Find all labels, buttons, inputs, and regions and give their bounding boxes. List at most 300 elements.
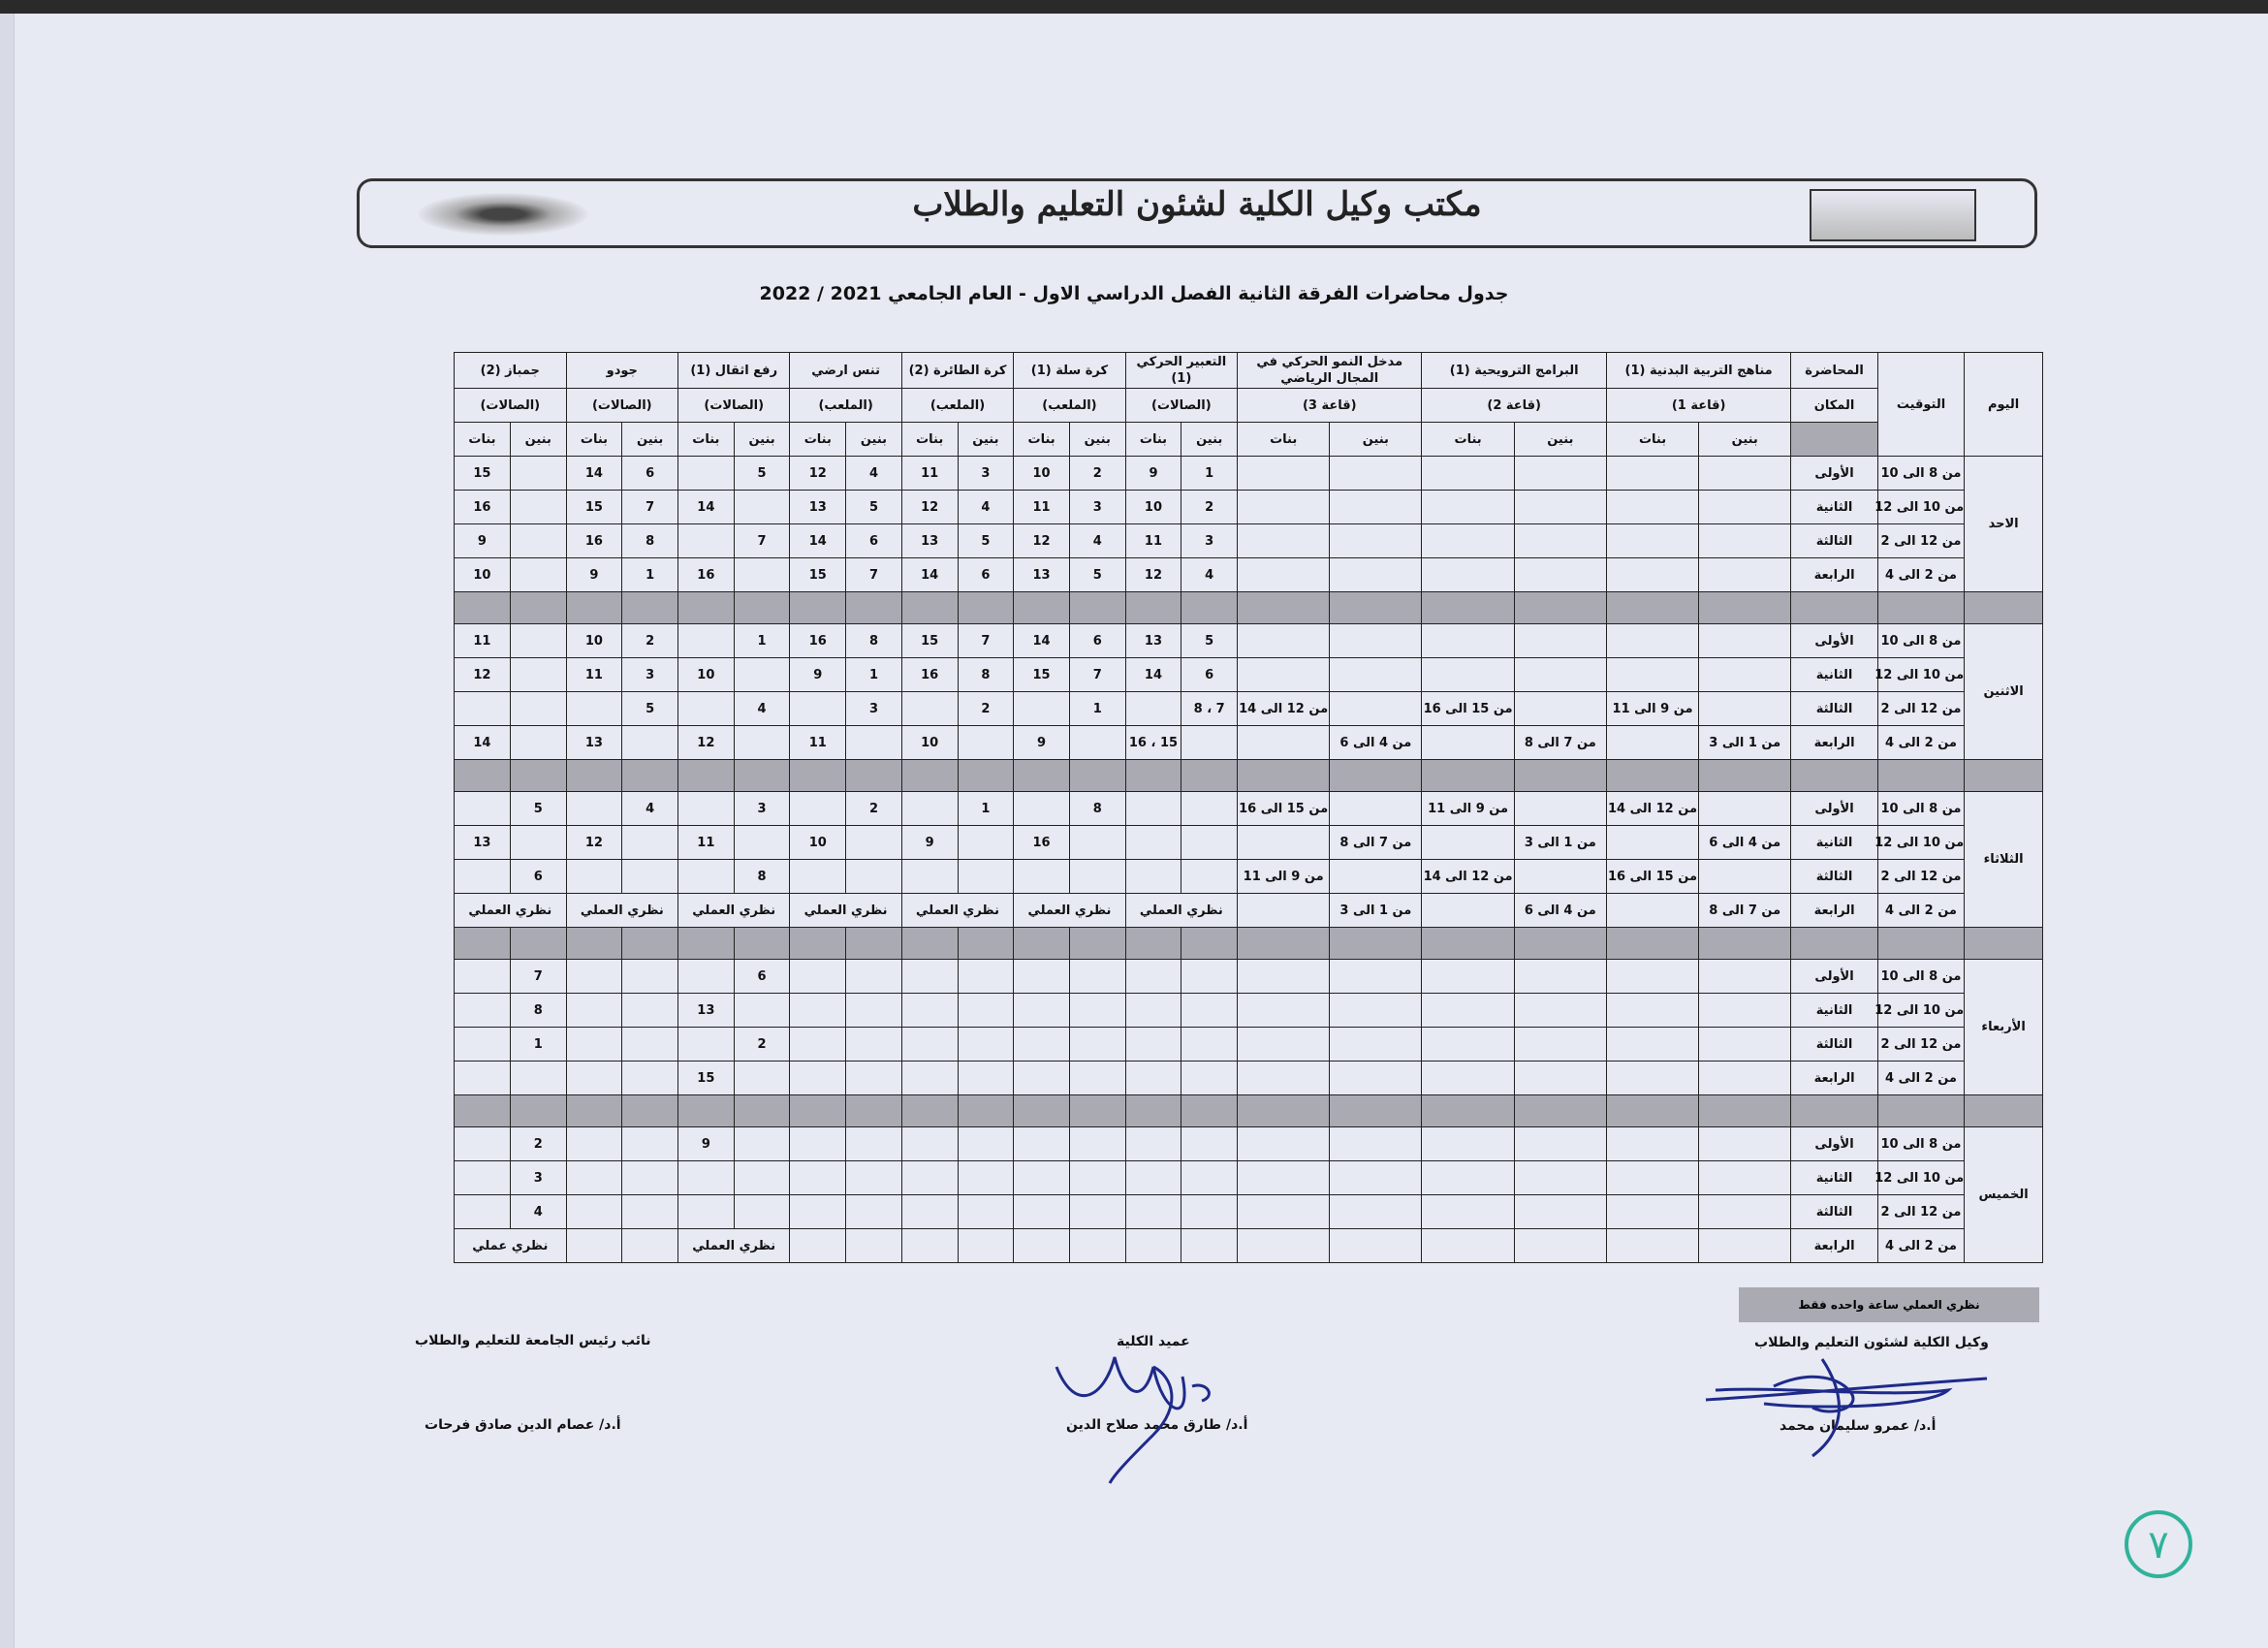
separator-cell bbox=[958, 592, 1014, 624]
schedule-cell bbox=[1238, 994, 1330, 1028]
schedule-cell: 15 bbox=[901, 624, 958, 658]
schedule-cell bbox=[901, 994, 958, 1028]
separator-cell bbox=[1014, 592, 1070, 624]
boys-header: بنين bbox=[1330, 423, 1422, 457]
schedule-cell: 8 bbox=[510, 994, 566, 1028]
schedule-cell: 11 bbox=[678, 826, 735, 860]
schedule-cell bbox=[1069, 1062, 1125, 1095]
schedule-cell bbox=[734, 1161, 790, 1195]
period-label: الثانية bbox=[1791, 1161, 1877, 1195]
schedule-cell: 12 bbox=[566, 826, 622, 860]
separator-cell bbox=[1125, 592, 1181, 624]
schedule-cell bbox=[1514, 1195, 1606, 1229]
schedule-cell: 9 bbox=[1014, 726, 1070, 760]
schedule-cell bbox=[510, 558, 566, 592]
place-header: المكان bbox=[1791, 389, 1877, 423]
schedule-cell bbox=[1514, 1062, 1606, 1095]
schedule-cell: 14 bbox=[790, 524, 846, 558]
schedule-cell: 5 bbox=[1181, 624, 1238, 658]
table-row bbox=[455, 726, 2043, 760]
schedule-cell: 7 ، 8 bbox=[1181, 692, 1238, 726]
schedule-cell bbox=[958, 826, 1014, 860]
time-slot: من 8 الى 10 bbox=[1877, 624, 1964, 658]
separator-cell bbox=[1606, 760, 1698, 792]
course-name: جمباز (2) bbox=[455, 353, 567, 389]
schedule-cell: 14 bbox=[678, 491, 735, 524]
girls-header: بنات bbox=[566, 423, 622, 457]
schedule-cell bbox=[1606, 1062, 1698, 1095]
schedule-cell bbox=[1514, 1161, 1606, 1195]
period-label: الرابعة bbox=[1791, 1229, 1877, 1263]
schedule-cell bbox=[846, 994, 902, 1028]
day-name: الاحد bbox=[1965, 457, 2043, 592]
schedule-cell: 3 bbox=[1181, 524, 1238, 558]
schedule-cell bbox=[510, 692, 566, 726]
schedule-cell bbox=[566, 1195, 622, 1229]
schedule-cell bbox=[790, 1195, 846, 1229]
schedule-cell bbox=[622, 994, 678, 1028]
schedule-cell bbox=[1069, 1161, 1125, 1195]
time-slot: من 12 الى 2 bbox=[1877, 524, 1964, 558]
table-row bbox=[455, 524, 2043, 558]
schedule-cell: 9 bbox=[678, 1127, 735, 1161]
vp-name: أ.د/ عصام الدين صادق فرحات bbox=[425, 1417, 621, 1433]
separator-cell bbox=[1125, 928, 1181, 960]
schedule-cell: 5 bbox=[846, 491, 902, 524]
separator-cell bbox=[1238, 592, 1330, 624]
separator-cell bbox=[1422, 760, 1514, 792]
schedule-cell bbox=[510, 726, 566, 760]
girls-header: بنات bbox=[455, 423, 511, 457]
period-label: الرابعة bbox=[1791, 558, 1877, 592]
schedule-cell: 16 bbox=[455, 491, 511, 524]
schedule-title: جدول محاضرات الفرقة الثانية الفصل الدراسي الاول - العام الجامعي 2021 / 2022 bbox=[759, 283, 1509, 304]
separator-cell bbox=[678, 760, 735, 792]
separator-cell bbox=[678, 1095, 735, 1127]
schedule-cell bbox=[1606, 894, 1698, 928]
schedule-cell bbox=[1330, 1127, 1422, 1161]
schedule-cell bbox=[958, 726, 1014, 760]
schedule-cell: 4 bbox=[622, 792, 678, 826]
period-label: الثانية bbox=[1791, 658, 1877, 692]
schedule-cell bbox=[1014, 692, 1070, 726]
schedule-cell: 10 bbox=[566, 624, 622, 658]
schedule-cell bbox=[1181, 1161, 1238, 1195]
schedule-cell: 11 bbox=[566, 658, 622, 692]
separator-cell bbox=[622, 760, 678, 792]
schedule-cell bbox=[1699, 994, 1791, 1028]
schedule-cell bbox=[1514, 658, 1606, 692]
separator-cell bbox=[455, 592, 511, 624]
schedule-cell bbox=[901, 692, 958, 726]
schedule-cell: 1 bbox=[1181, 457, 1238, 491]
schedule-cell bbox=[622, 726, 678, 760]
course-name: تنس ارضي bbox=[790, 353, 901, 389]
day-header: اليوم bbox=[1965, 353, 2043, 457]
schedule-cell: 15 bbox=[566, 491, 622, 524]
separator-cell bbox=[1877, 760, 1964, 792]
schedule-cell bbox=[1422, 624, 1514, 658]
schedule-cell bbox=[678, 1195, 735, 1229]
girls-header: بنات bbox=[1014, 423, 1070, 457]
schedule-cell bbox=[455, 860, 511, 894]
schedule-cell bbox=[734, 491, 790, 524]
schedule-cell: 6 bbox=[1069, 624, 1125, 658]
schedule-cell: نظري العملي bbox=[1014, 894, 1125, 928]
schedule-cell: 9 bbox=[455, 524, 511, 558]
separator-cell bbox=[1069, 1095, 1125, 1127]
schedule-cell: من 4 الى 6 bbox=[1514, 894, 1606, 928]
schedule-cell bbox=[1422, 558, 1514, 592]
schedule-cell bbox=[734, 558, 790, 592]
course-name: رفع اثقال (1) bbox=[678, 353, 790, 389]
table-row bbox=[455, 792, 2043, 826]
separator-cell bbox=[455, 760, 511, 792]
separator-cell bbox=[1791, 1095, 1877, 1127]
schedule-cell: من 15 الى 16 bbox=[1238, 792, 1330, 826]
schedule-cell bbox=[1125, 1229, 1181, 1263]
schedule-cell bbox=[1606, 491, 1698, 524]
period-label: الأولى bbox=[1791, 457, 1877, 491]
schedule-cell bbox=[678, 692, 735, 726]
schedule-cell bbox=[846, 960, 902, 994]
schedule-cell bbox=[901, 1161, 958, 1195]
schedule-cell bbox=[958, 1161, 1014, 1195]
schedule-cell: 6 bbox=[958, 558, 1014, 592]
period-label: الأولى bbox=[1791, 1127, 1877, 1161]
schedule-cell: 12 bbox=[790, 457, 846, 491]
schedule-cell bbox=[622, 1028, 678, 1062]
schedule-cell bbox=[1699, 457, 1791, 491]
schedule-cell bbox=[1606, 826, 1698, 860]
separator-cell bbox=[566, 592, 622, 624]
schedule-cell: 15 ، 16 bbox=[1125, 726, 1181, 760]
schedule-cell bbox=[958, 1028, 1014, 1062]
schedule-cell bbox=[1181, 1229, 1238, 1263]
schedule-cell bbox=[734, 658, 790, 692]
schedule-cell bbox=[1330, 624, 1422, 658]
schedule-cell bbox=[734, 1195, 790, 1229]
schedule-cell: 7 bbox=[734, 524, 790, 558]
separator-cell bbox=[1238, 1095, 1330, 1127]
schedule-cell bbox=[1514, 692, 1606, 726]
separator-cell bbox=[734, 928, 790, 960]
schedule-cell bbox=[790, 994, 846, 1028]
schedule-cell: 11 bbox=[790, 726, 846, 760]
schedule-cell bbox=[1069, 1229, 1125, 1263]
schedule-cell bbox=[1181, 994, 1238, 1028]
schedule-cell: 8 bbox=[846, 624, 902, 658]
schedule-cell: 16 bbox=[566, 524, 622, 558]
separator-cell bbox=[1965, 760, 2043, 792]
separator-cell bbox=[734, 1095, 790, 1127]
schedule-cell bbox=[678, 624, 735, 658]
schedule-cell: 16 bbox=[678, 558, 735, 592]
time-slot: من 12 الى 2 bbox=[1877, 1028, 1964, 1062]
period-label: الثالثة bbox=[1791, 692, 1877, 726]
boys-header: بنين bbox=[1069, 423, 1125, 457]
schedule-cell: 2 bbox=[510, 1127, 566, 1161]
schedule-cell bbox=[1014, 792, 1070, 826]
course-place: (قاعة 2) bbox=[1422, 389, 1606, 423]
table-row bbox=[455, 1127, 2043, 1161]
schedule-cell bbox=[622, 1161, 678, 1195]
schedule-cell: 14 bbox=[1125, 658, 1181, 692]
office-title: مكتب وكيل الكلية لشئون التعليم والطلاب bbox=[912, 185, 1482, 224]
schedule-cell bbox=[901, 1062, 958, 1095]
schedule-cell: 5 bbox=[622, 692, 678, 726]
table-row bbox=[455, 860, 2043, 894]
schedule-cell: 2 bbox=[1069, 457, 1125, 491]
separator-cell bbox=[1330, 760, 1422, 792]
period-label: الرابعة bbox=[1791, 1062, 1877, 1095]
letterhead bbox=[357, 178, 2037, 248]
schedule-cell: 4 bbox=[734, 692, 790, 726]
schedule-cell bbox=[1014, 860, 1070, 894]
schedule-cell bbox=[1330, 658, 1422, 692]
schedule-cell bbox=[566, 1028, 622, 1062]
separator-cell bbox=[510, 592, 566, 624]
period-label: الثالثة bbox=[1791, 1195, 1877, 1229]
table-row bbox=[455, 1195, 2043, 1229]
separator-cell bbox=[1699, 592, 1791, 624]
schedule-cell: 10 bbox=[678, 658, 735, 692]
schedule-cell: 4 bbox=[510, 1195, 566, 1229]
time-slot: من 2 الى 4 bbox=[1877, 726, 1964, 760]
time-slot: من 8 الى 10 bbox=[1877, 792, 1964, 826]
time-slot: من 10 الى 12 bbox=[1877, 658, 1964, 692]
schedule-cell: 16 bbox=[790, 624, 846, 658]
separator-cell bbox=[1877, 592, 1964, 624]
schedule-cell bbox=[1181, 960, 1238, 994]
girls-header: بنات bbox=[678, 423, 735, 457]
schedule-cell bbox=[566, 692, 622, 726]
schedule-cell bbox=[566, 960, 622, 994]
separator-cell bbox=[455, 1095, 511, 1127]
schedule-cell bbox=[1069, 960, 1125, 994]
girls-header: بنات bbox=[790, 423, 846, 457]
course-place: (قاعة 3) bbox=[1238, 389, 1422, 423]
schedule-cell bbox=[846, 726, 902, 760]
schedule-cell: من 9 الى 11 bbox=[1606, 692, 1698, 726]
separator-cell bbox=[566, 760, 622, 792]
schedule-cell bbox=[455, 692, 511, 726]
schedule-cell bbox=[901, 1127, 958, 1161]
vice-dean-title: وكيل الكلية لشئون التعليم والطلاب bbox=[1754, 1335, 1989, 1350]
schedule-cell bbox=[510, 457, 566, 491]
day-separator bbox=[455, 1095, 2043, 1127]
schedule-cell: 3 bbox=[510, 1161, 566, 1195]
schedule-cell bbox=[1125, 792, 1181, 826]
schedule-cell bbox=[1699, 692, 1791, 726]
schedule-cell: من 1 الى 3 bbox=[1699, 726, 1791, 760]
schedule-cell bbox=[846, 1028, 902, 1062]
schedule-cell: 4 bbox=[1069, 524, 1125, 558]
schedule-cell bbox=[1606, 457, 1698, 491]
schedule-cell bbox=[1699, 524, 1791, 558]
schedule-cell: 12 bbox=[678, 726, 735, 760]
separator-cell bbox=[1965, 928, 2043, 960]
schedule-cell bbox=[1238, 624, 1330, 658]
schedule-cell bbox=[734, 726, 790, 760]
schedule-cell bbox=[1422, 1229, 1514, 1263]
schedule-cell bbox=[1238, 524, 1330, 558]
schedule-cell: 14 bbox=[566, 457, 622, 491]
separator-cell bbox=[1422, 928, 1514, 960]
separator-cell bbox=[1877, 928, 1964, 960]
schedule-cell: 1 bbox=[958, 792, 1014, 826]
period-label: الثالثة bbox=[1791, 1028, 1877, 1062]
schedule-cell bbox=[1181, 1028, 1238, 1062]
schedule-cell: 6 bbox=[622, 457, 678, 491]
girls-header: بنات bbox=[901, 423, 958, 457]
schedule-cell bbox=[1069, 726, 1125, 760]
separator-cell bbox=[1422, 592, 1514, 624]
course-place: (الصالات) bbox=[566, 389, 677, 423]
schedule-cell bbox=[1330, 994, 1422, 1028]
schedule-cell: 2 bbox=[1181, 491, 1238, 524]
separator-cell bbox=[566, 928, 622, 960]
schedule-cell: 9 bbox=[566, 558, 622, 592]
course-place: (قاعة 1) bbox=[1606, 389, 1790, 423]
schedule-cell bbox=[1238, 558, 1330, 592]
schedule-cell bbox=[1014, 1062, 1070, 1095]
schedule-cell bbox=[1330, 491, 1422, 524]
separator-cell bbox=[622, 592, 678, 624]
vice-dean-name: أ.د/ عمرو سليمان محمد bbox=[1780, 1418, 1937, 1434]
separator-cell bbox=[846, 592, 902, 624]
separator-cell bbox=[1069, 592, 1125, 624]
schedule-cell bbox=[1330, 457, 1422, 491]
schedule-cell: 5 bbox=[510, 792, 566, 826]
period-label: الأولى bbox=[1791, 624, 1877, 658]
schedule-cell bbox=[1014, 1127, 1070, 1161]
schedule-cell bbox=[1125, 692, 1181, 726]
schedule-cell bbox=[455, 792, 511, 826]
schedule-cell bbox=[566, 1127, 622, 1161]
schedule-cell: 15 bbox=[678, 1062, 735, 1095]
schedule-cell bbox=[846, 860, 902, 894]
schedule-cell: 6 bbox=[734, 960, 790, 994]
schedule-cell bbox=[1422, 1127, 1514, 1161]
schedule-cell bbox=[1422, 1028, 1514, 1062]
dean-title: عميد الكلية bbox=[1117, 1334, 1190, 1349]
schedule-cell: 2 bbox=[622, 624, 678, 658]
schedule-cell: من 12 الى 14 bbox=[1238, 692, 1330, 726]
course-place: (الصالات) bbox=[678, 389, 790, 423]
schedule-cell: 6 bbox=[846, 524, 902, 558]
schedule-cell: 1 bbox=[510, 1028, 566, 1062]
schedule-cell: 13 bbox=[1014, 558, 1070, 592]
schedule-cell bbox=[510, 826, 566, 860]
schedule-cell bbox=[1699, 960, 1791, 994]
schedule-cell: 16 bbox=[1014, 826, 1070, 860]
schedule-cell bbox=[1422, 826, 1514, 860]
schedule-cell bbox=[1330, 1229, 1422, 1263]
schedule-cell: 2 bbox=[958, 692, 1014, 726]
period-label: الأولى bbox=[1791, 792, 1877, 826]
schedule-cell bbox=[1069, 860, 1125, 894]
schedule-cell: 3 bbox=[622, 658, 678, 692]
schedule-cell bbox=[1514, 994, 1606, 1028]
table-row bbox=[455, 960, 2043, 994]
schedule-cell bbox=[1330, 792, 1422, 826]
schedule-cell bbox=[622, 860, 678, 894]
time-slot: من 10 الى 12 bbox=[1877, 1161, 1964, 1195]
schedule-cell bbox=[1125, 1028, 1181, 1062]
separator-cell bbox=[678, 928, 735, 960]
schedule-cell bbox=[1238, 1229, 1330, 1263]
separator-cell bbox=[1791, 760, 1877, 792]
schedule-cell bbox=[678, 860, 735, 894]
time-slot: من 2 الى 4 bbox=[1877, 894, 1964, 928]
separator-cell bbox=[1699, 760, 1791, 792]
schedule-cell: 9 bbox=[1125, 457, 1181, 491]
schedule-cell bbox=[1699, 1195, 1791, 1229]
table-row bbox=[455, 1028, 2043, 1062]
schedule-cell bbox=[1238, 1127, 1330, 1161]
schedule-cell: 2 bbox=[846, 792, 902, 826]
schedule-cell: من 4 الى 6 bbox=[1330, 726, 1422, 760]
boys-header: بنين bbox=[1181, 423, 1238, 457]
schedule-cell bbox=[1606, 658, 1698, 692]
schedule-cell: 6 bbox=[510, 860, 566, 894]
time-slot: من 8 الى 10 bbox=[1877, 960, 1964, 994]
schedule-cell bbox=[1699, 624, 1791, 658]
schedule-cell bbox=[1125, 960, 1181, 994]
schedule-cell bbox=[455, 1161, 511, 1195]
schedule-cell bbox=[1014, 1161, 1070, 1195]
schedule-cell bbox=[1330, 860, 1422, 894]
schedule-cell bbox=[1069, 1127, 1125, 1161]
table-row bbox=[455, 894, 2043, 928]
schedule-cell bbox=[1699, 1161, 1791, 1195]
schedule-cell bbox=[622, 826, 678, 860]
schedule-cell bbox=[1422, 1161, 1514, 1195]
table-row bbox=[455, 1062, 2043, 1095]
schedule-cell: نظري العملي bbox=[901, 894, 1013, 928]
separator-cell bbox=[1791, 592, 1877, 624]
note: نظري العملي ساعة واحده فقط bbox=[1739, 1287, 2039, 1322]
separator-cell bbox=[1877, 1095, 1964, 1127]
separator-cell bbox=[790, 1095, 846, 1127]
schedule-cell bbox=[734, 994, 790, 1028]
schedule-cell: 15 bbox=[790, 558, 846, 592]
separator-cell bbox=[1069, 760, 1125, 792]
boys-header: بنين bbox=[846, 423, 902, 457]
schedule-cell: 11 bbox=[455, 624, 511, 658]
schedule-cell bbox=[1699, 860, 1791, 894]
day-name: الاثنين bbox=[1965, 624, 2043, 760]
schedule-cell bbox=[1014, 994, 1070, 1028]
schedule-cell: 9 bbox=[901, 826, 958, 860]
separator-cell bbox=[846, 760, 902, 792]
schedule-cell bbox=[455, 1127, 511, 1161]
schedule-cell bbox=[1699, 558, 1791, 592]
separator-cell bbox=[734, 592, 790, 624]
schedule-cell bbox=[1422, 894, 1514, 928]
separator-cell bbox=[1181, 928, 1238, 960]
separator-cell bbox=[1181, 1095, 1238, 1127]
schedule-cell bbox=[1514, 860, 1606, 894]
schedule-cell bbox=[566, 994, 622, 1028]
boys-header: بنين bbox=[1699, 423, 1791, 457]
schedule-cell: 1 bbox=[622, 558, 678, 592]
schedule-cell bbox=[1699, 1062, 1791, 1095]
schedule-cell bbox=[790, 1028, 846, 1062]
time-slot: من 8 الى 10 bbox=[1877, 1127, 1964, 1161]
separator-cell bbox=[1330, 1095, 1422, 1127]
